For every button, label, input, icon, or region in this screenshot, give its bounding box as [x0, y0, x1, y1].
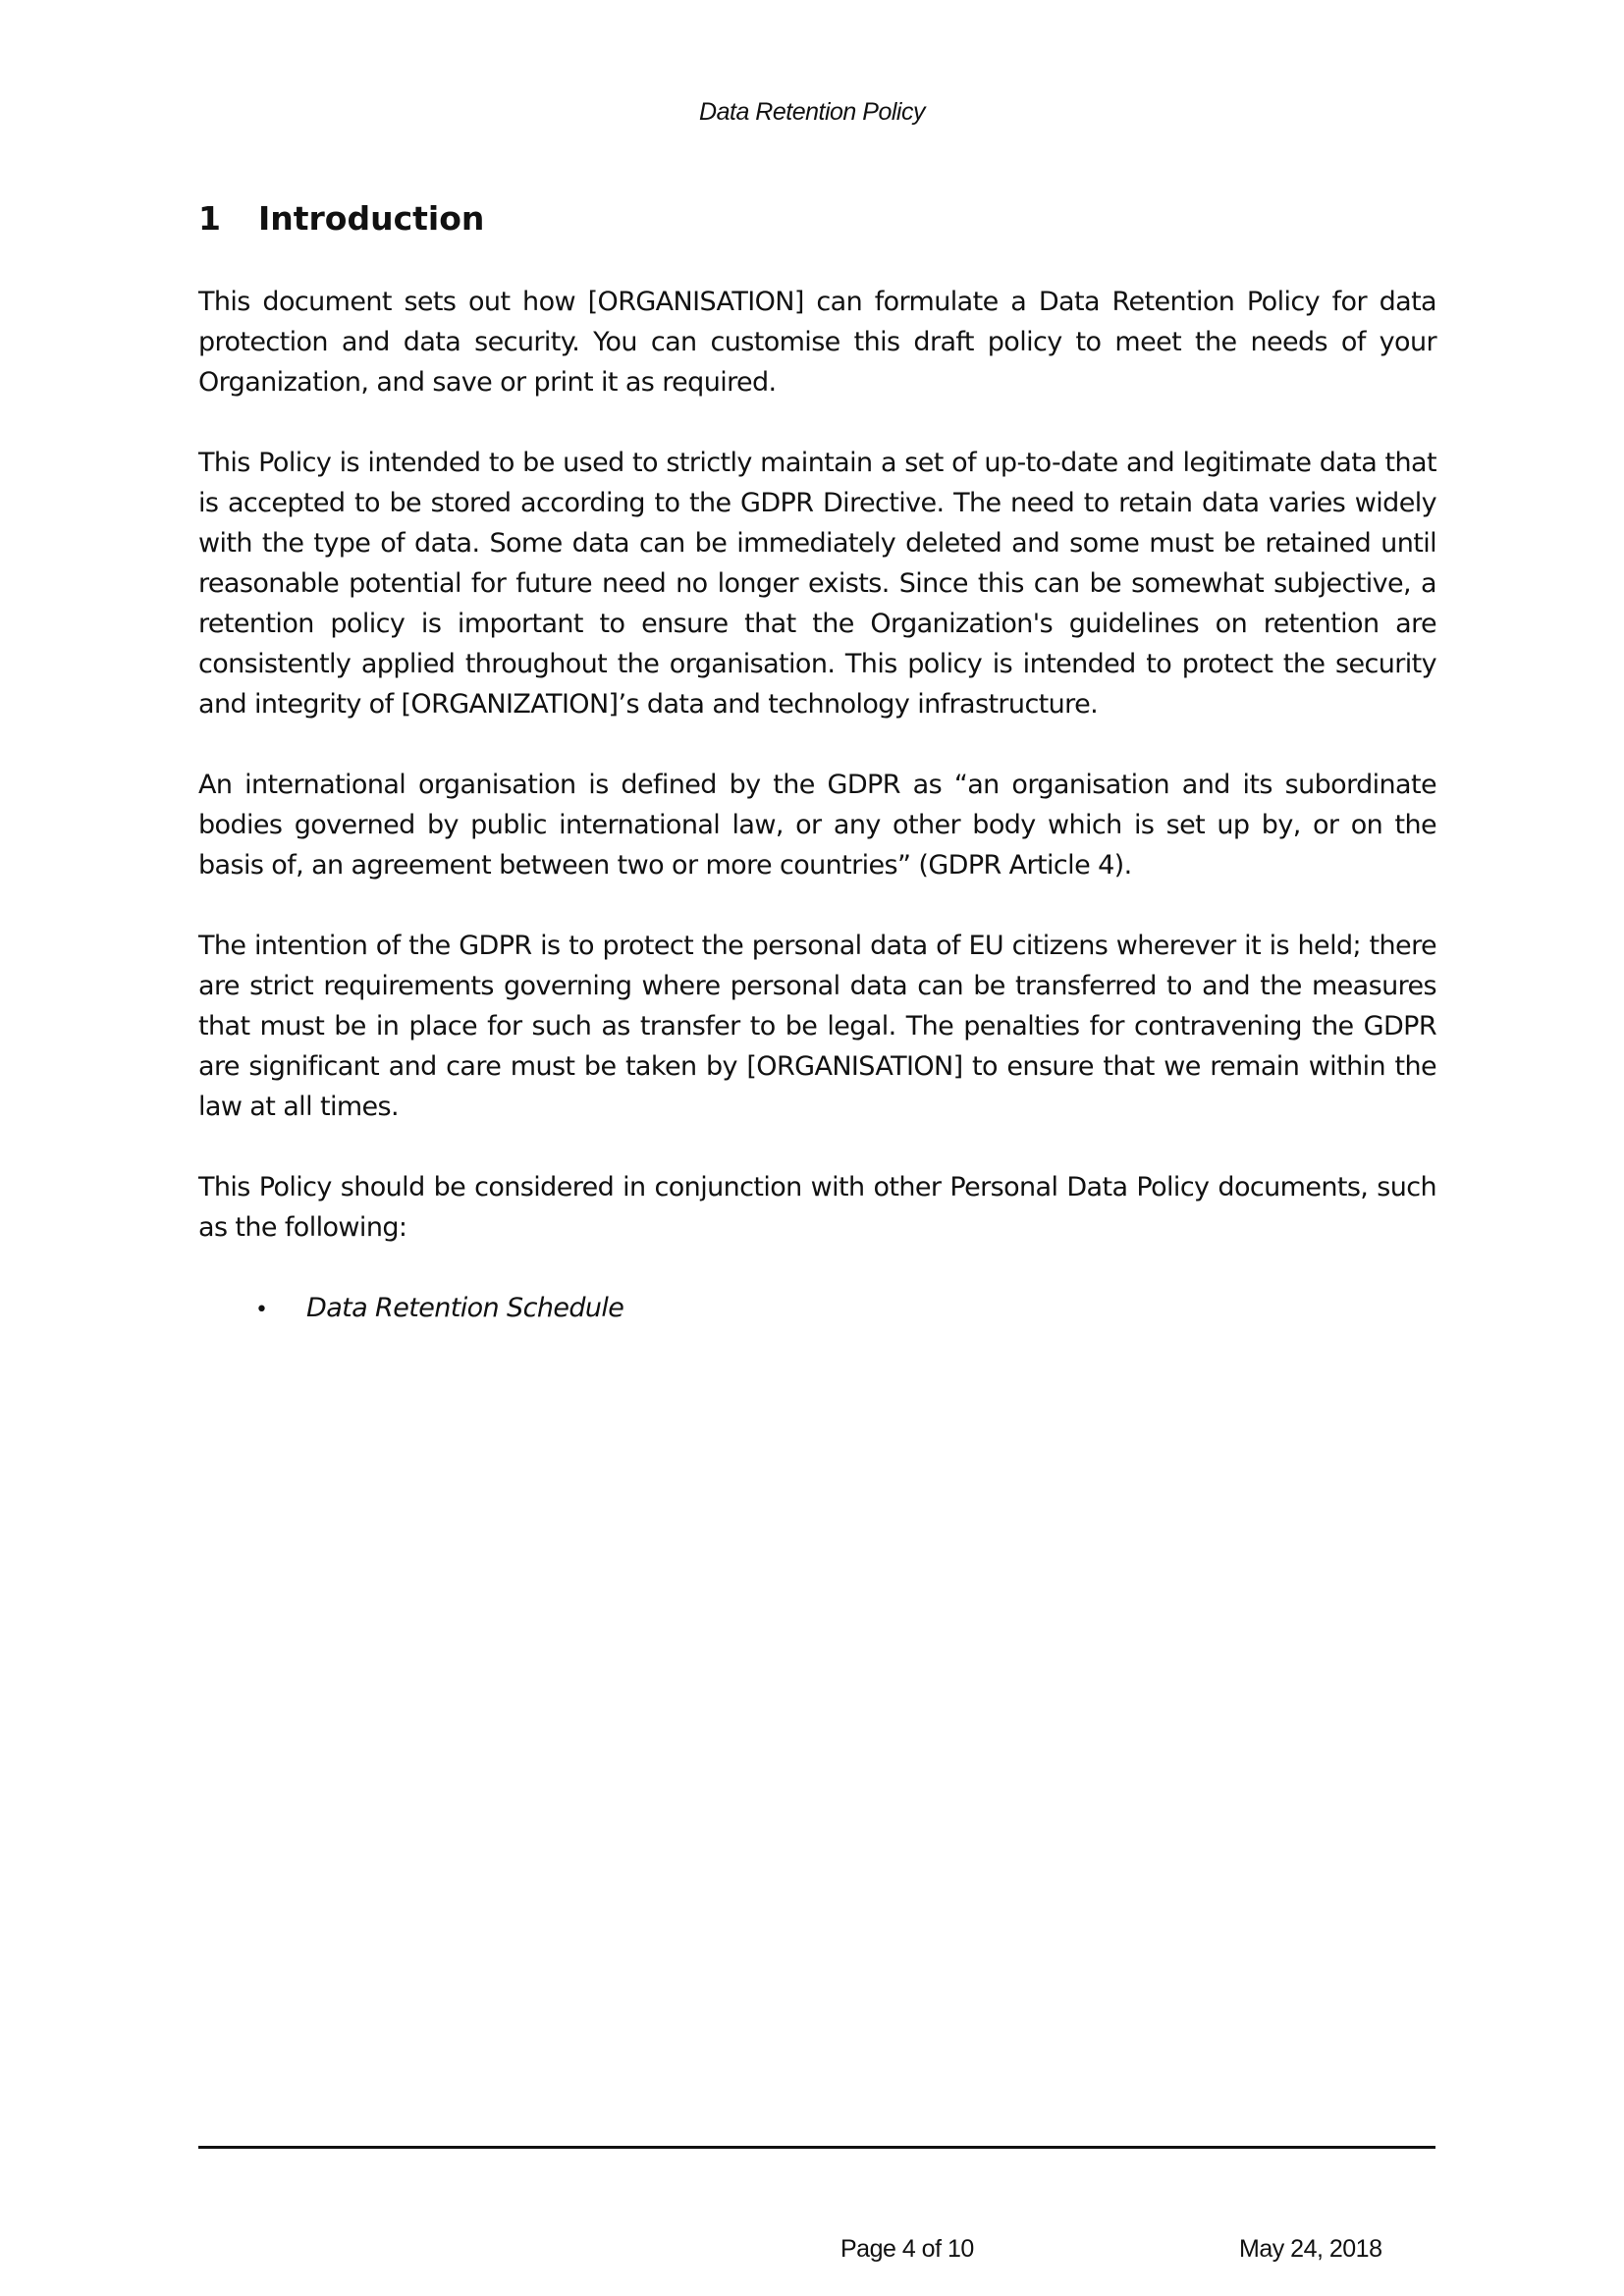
- section-heading: [198, 199, 484, 238]
- running-header-title: Data Retention Policy: [699, 98, 925, 126]
- footer-page-number: Page 4 of 10: [840, 2235, 974, 2263]
- paragraph-intro: This document sets out how [ORGANISATION] can formulate a Data Retention Policy for data protection and data security. You can customise this draft policy to meet the needs of your Organization, and save or print it as required.: [198, 287, 1436, 398]
- paragraph-purpose: This Policy is intended to be used to strictly maintain a set of up-to-date and legitimate data that is accepted to be stored according to the GDPR Directive. The need to retain data varies widely with the type of data. Some data can be immediately deleted and some must be retained until reasonable potential for future need no longer exists. Since this can be somewhat subjective, a retention policy is important to ensure that the Organization's guidelines on retention are consistently applied throughout the organisation. This policy is intended to protect the security and integrity of [ORGANIZATION]’s data and technology infrastructure.: [198, 448, 1436, 720]
- footer-divider: [198, 2146, 1435, 2149]
- bullet-icon: •: [255, 1298, 268, 1322]
- footer-date: May 24, 2018: [1239, 2235, 1382, 2263]
- section-title: Introduction: [257, 199, 485, 238]
- section-number: 1: [198, 199, 221, 238]
- document-body: [198, 282, 1436, 1330]
- paragraph-international-organisation: An international organisation is defined by the GDPR as “an organisation and its subordinate bodies governed by public international law, or any other body which is set up by, or on the basis of, an agreement between two or more countries” (GDPR Article 4).: [198, 770, 1436, 881]
- related-documents-list: [198, 1288, 1436, 1330]
- list-item-text: Data Retention Schedule: [306, 1293, 624, 1323]
- paragraph-gdpr-intention: The intention of the GDPR is to protect the personal data of EU citizens wherever it is held; there are strict requirements governing where personal data can be transferred to and the measures that must be in place for such as transfer to be legal. The penalties for contravening the GDPR are significant and care must be taken by [ORGANISATION] to ensure that we remain within the law at all times.: [198, 931, 1436, 1122]
- paragraph-related-documents: This Policy should be considered in conjunction with other Personal Data Policy documents, such as the following:: [198, 1172, 1436, 1243]
- list-item: [198, 1288, 1436, 1330]
